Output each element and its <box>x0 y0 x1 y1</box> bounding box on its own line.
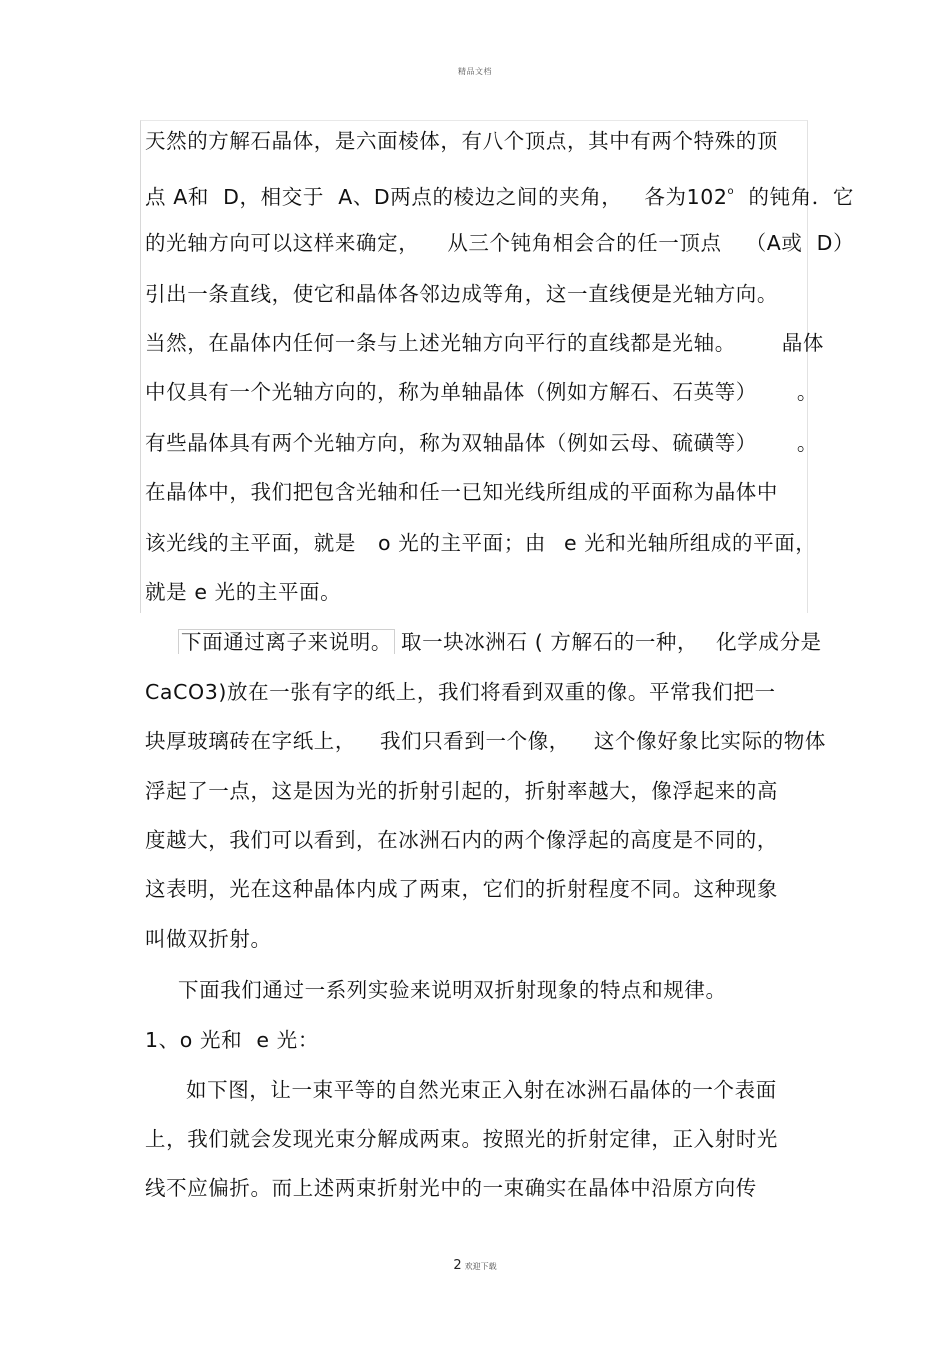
page-number: 2 <box>453 1258 462 1273</box>
text-line-9-part-3: e 光和光轴所组成的平面， <box>563 531 817 555</box>
text-line-3-part-3: （A或 D） <box>745 231 855 255</box>
text-line-2-part-1: 点 A和 D，相交于 A、D两点的棱边之间的夹角， <box>145 185 623 209</box>
text-line-11-part-2: 取一块冰洲石 ( 方解石的一种， <box>401 630 699 654</box>
text-line-5 <box>145 329 824 357</box>
text-line-5-part-2: 晶体 <box>781 331 825 355</box>
footer-label: 欢迎下载 <box>464 1262 497 1271</box>
text-line-9 <box>145 529 816 557</box>
text-line-9-part-2: o 光的主平面；由 <box>378 531 546 555</box>
text-line-11-part-1: 下面通过离子来说明。 <box>178 629 395 654</box>
text-line-18: 下面我们通过一系列实验来说明双折射现象的特点和规律。 <box>178 978 727 1002</box>
text-line-6 <box>145 378 818 406</box>
text-line-16: 这表明，光在这种晶体内成了两束，它们的折射程度不同。这种现象 <box>145 877 778 901</box>
text-line-2-part-3: 的钝角．它 <box>734 185 854 209</box>
text-line-3-part-2: 从三个钝角相会合的任一顶点 <box>447 231 722 255</box>
text-line-6-part-1: 中仅具有一个光轴方向的，称为单轴晶体（例如方解石、石英等） <box>145 380 757 404</box>
text-line-21: 上，我们就会发现光束分解成两束。按照光的折射定律，正入射时光 <box>145 1127 778 1151</box>
text-line-2 <box>145 178 854 211</box>
page-footer <box>0 1258 950 1273</box>
text-line-11-part-3: 化学成分是 <box>716 630 822 654</box>
text-line-8: 在晶体中，我们把包含光轴和任一已知光线所组成的平面称为晶体中 <box>145 480 778 504</box>
text-line-11 <box>178 628 822 656</box>
degree-sup: o <box>727 186 735 197</box>
header-watermark: 精品文档 <box>458 67 492 76</box>
text-line-6-part-2: 。 <box>796 380 819 404</box>
text-line-2-part-2: 各为102 <box>644 185 728 209</box>
text-line-13 <box>145 727 826 755</box>
section-heading: 1、o 光和 e 光： <box>145 1028 319 1052</box>
text-line-4: 引出一条直线，使它和晶体各邻边成等角，这一直线便是光轴方向。 <box>145 282 778 306</box>
text-line-13-part-1: 块厚玻璃砖在字纸上， <box>145 729 356 753</box>
text-line-10: 就是 e 光的主平面。 <box>145 580 342 604</box>
text-line-7-part-2: 。 <box>796 431 819 455</box>
text-line-13-part-3: 这个像好象比实际的物体 <box>593 729 827 753</box>
text-line-14: 浮起了一点，这是因为光的折射引起的，折射率越大，像浮起来的高 <box>145 779 778 803</box>
text-line-3 <box>145 229 854 257</box>
text-line-13-part-2: 我们只看到一个像， <box>380 729 570 753</box>
text-line-5-part-1: 当然，在晶体内任何一条与上述光轴方向平行的直线都是光轴。 <box>145 331 736 355</box>
text-line-15: 度越大，我们可以看到，在冰洲石内的两个像浮起的高度是不同的， <box>145 828 778 852</box>
text-line-22: 线不应偏折。而上述两束折射光中的一束确实在晶体中沿原方向传 <box>145 1176 757 1200</box>
text-line-7 <box>145 429 818 457</box>
text-line-12: CaCO3)放在一张有字的纸上，我们将看到双重的像。平常我们把一 <box>145 680 776 704</box>
text-line-1: 天然的方解石晶体，是六面棱体，有八个顶点，其中有两个特殊的顶 <box>145 129 778 153</box>
text-line-9-part-1: 该光线的主平面，就是 <box>145 531 356 555</box>
text-line-20: 如下图，让一束平等的自然光束正入射在冰洲石晶体的一个表面 <box>186 1078 777 1102</box>
text-line-3-part-1: 的光轴方向可以这样来确定， <box>145 231 420 255</box>
text-line-17: 叫做双折射。 <box>145 927 272 951</box>
text-line-7-part-1: 有些晶体具有两个光轴方向，称为双轴晶体（例如云母、硫磺等） <box>145 431 757 455</box>
